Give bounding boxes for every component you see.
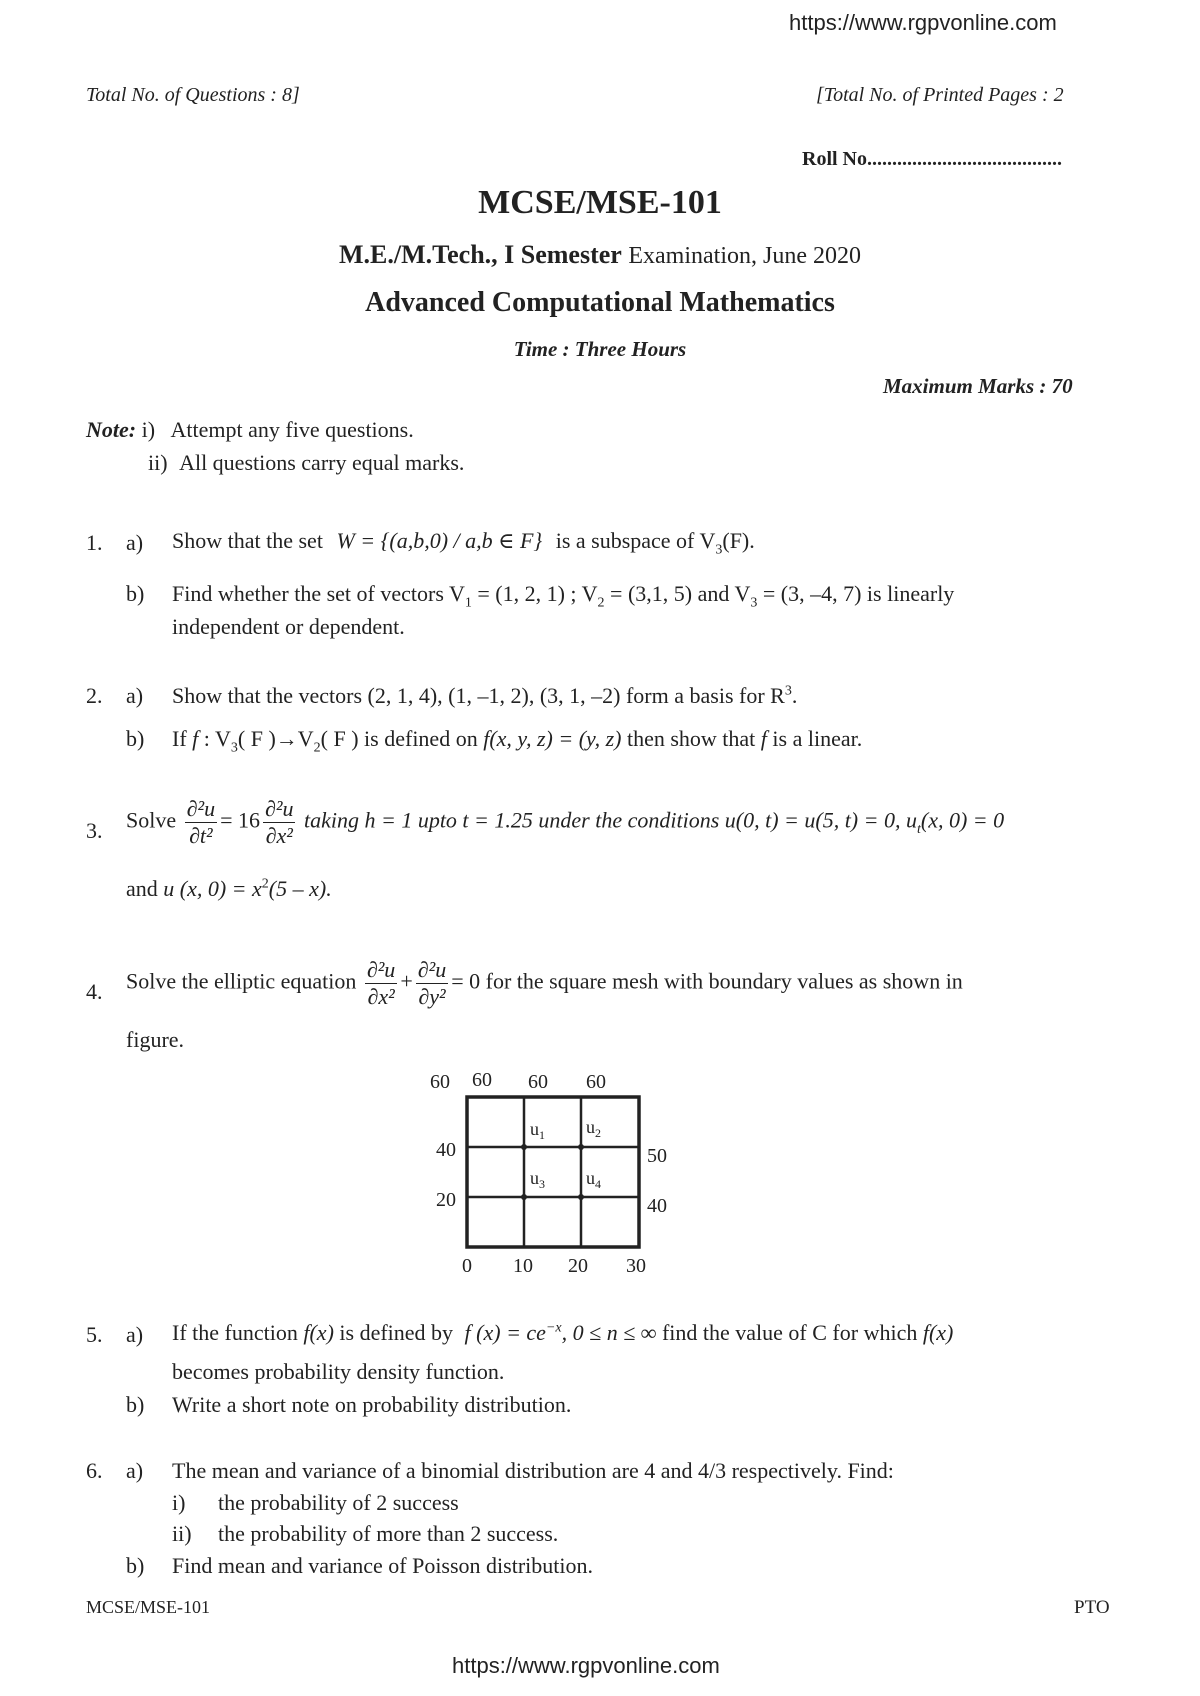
- q3-and: and: [126, 876, 164, 901]
- note-line-2: [148, 450, 464, 476]
- q5-a-pre: If the function: [172, 1320, 304, 1345]
- q3-conditions-sub: t: [916, 821, 921, 837]
- node-label-u4: $u_4$: [586, 1168, 601, 1191]
- q5-a-post: find the value of C for which: [656, 1320, 923, 1345]
- q4-post: for the square mesh with boundary values as shown in: [485, 968, 963, 994]
- node-label-u1: $u_1$: [530, 1119, 545, 1142]
- node-dot-u4: [578, 1194, 584, 1200]
- q6-number: 6.: [86, 1458, 103, 1483]
- q2-b-f: f: [192, 726, 199, 751]
- q5-a-fx: f(x): [303, 1320, 334, 1345]
- q2-b-sub-2: 2: [313, 740, 321, 756]
- q6-a-label: a): [126, 1458, 144, 1483]
- q5-number: 5.: [86, 1322, 103, 1347]
- q3-conditions-end: (x, 0) = 0: [920, 807, 1005, 833]
- q5-a-label: a): [126, 1322, 144, 1347]
- q2-b-mid1: : V: [198, 726, 231, 751]
- q5-a-sup: −x: [545, 1320, 562, 1336]
- q1-b-part-b: = (1, 2, 1) ; V: [471, 581, 598, 606]
- q4-fraction-1: [365, 957, 397, 1010]
- course-line: [0, 240, 1200, 270]
- source-url-top[interactable]: https://www.rgpvonline.com: [789, 10, 1057, 35]
- square-mesh-figure: [420, 1060, 680, 1280]
- q2-b-end: is a linear.: [766, 726, 863, 751]
- bottom-label: 10: [513, 1255, 533, 1277]
- q2-b-label: b): [126, 726, 145, 751]
- left-label: 20: [436, 1189, 456, 1211]
- q4-frac1-num: ∂²u: [366, 957, 396, 982]
- q4-equals: = 0: [451, 968, 481, 994]
- q1-number: 1.: [86, 530, 103, 555]
- q3-initial-sup: 2: [261, 876, 269, 892]
- q5-b-label: b): [126, 1392, 145, 1417]
- q1-a-sub: 3: [715, 542, 723, 558]
- bottom-label: 20: [568, 1255, 588, 1277]
- left-label: 40: [436, 1139, 456, 1161]
- note-item-2: All questions carry equal marks.: [179, 450, 465, 475]
- q3-initial: u (x, 0) = x: [163, 876, 262, 901]
- bottom-label: 30: [626, 1255, 646, 1277]
- q1-b-sub-2: 2: [597, 595, 605, 611]
- q2-number: 2.: [86, 683, 103, 708]
- note-line-1: [86, 417, 414, 443]
- q2-b-mid3: ( F ) is defined on: [320, 726, 484, 751]
- q3-conditions: taking h = 1 upto t = 1.25 under the conditions u(0, t) = u(5, t) = 0, u: [303, 807, 917, 833]
- q6-b-text: Find mean and variance of Poisson distribution.: [172, 1553, 593, 1578]
- q5-a-mid: is defined by: [333, 1320, 459, 1345]
- top-label: 60: [430, 1071, 450, 1093]
- q5-b-text: Write a short note on probability distribution.: [172, 1392, 572, 1417]
- top-label: 60: [472, 1069, 492, 1091]
- node-dot-u3: [521, 1194, 527, 1200]
- q1-a-post: is a subspace of V: [555, 528, 716, 553]
- q1-b-line-2: independent or dependent.: [172, 614, 405, 639]
- top-label: 60: [586, 1071, 606, 1093]
- q5-a-line-1: [172, 1320, 953, 1346]
- q2-b-fx: f(x, y, z) = (y, z): [483, 726, 622, 751]
- q2-a-sup: 3: [784, 683, 792, 699]
- q1-b-sub-3: 3: [750, 595, 758, 611]
- q4-frac2-num: ∂²u: [417, 957, 447, 982]
- q4-frac1-den: ∂x²: [367, 984, 395, 1009]
- q3-frac2-den: ∂x²: [265, 823, 293, 848]
- q2-a-body: Show that the vectors (2, 1, 4), (1, –1, 2), (3, 1, –2) form a basis for R: [172, 683, 785, 708]
- q1-b-label: b): [126, 581, 145, 606]
- note-item-1: Attempt any five questions.: [170, 417, 414, 442]
- course-name: M.E./M.Tech., I Semester: [339, 240, 622, 269]
- total-questions: Total No. of Questions : 8]: [86, 84, 300, 106]
- q1-a-label: a): [126, 530, 144, 555]
- q1-b-line-1: [172, 581, 954, 611]
- q1-a-text: [172, 528, 755, 558]
- q2-a-end: .: [791, 683, 798, 708]
- q6-b-label: b): [126, 1553, 145, 1578]
- note-item-1-marker: i): [141, 417, 156, 442]
- note-item-2-marker: ii): [148, 450, 168, 475]
- footer-paper-code: MCSE/MSE-101: [86, 1597, 211, 1617]
- q2-b-pre: If: [172, 726, 193, 751]
- footer-pto: PTO: [1074, 1597, 1110, 1618]
- q5-a-range: , 0 ≤ n ≤ ∞: [561, 1320, 657, 1345]
- q3-equals: = 16: [220, 807, 261, 833]
- q2-b-mid2: ( F )→V: [237, 726, 314, 751]
- node-labels: [530, 1117, 601, 1191]
- right-label: 40: [647, 1195, 667, 1217]
- q1-a-set: W = {(a,b,0) / a,b ∈ F}: [336, 528, 543, 553]
- q1-b-sub-1: 1: [464, 595, 472, 611]
- q1-b-part-d: = (3, –4, 7) is linearly: [757, 581, 955, 606]
- q2-a-text: [172, 683, 797, 709]
- roll-number-field: Roll No.......................................: [802, 148, 1062, 170]
- q2-b-text: [172, 726, 862, 756]
- q1-b-part-a: Find whether the set of vectors V: [172, 581, 465, 606]
- q1-a-end: (F).: [722, 528, 755, 553]
- q3-line-1: [126, 796, 1004, 849]
- q1-b-part-c: = (3,1, 5) and V: [604, 581, 751, 606]
- q6-a-i-text: the probability of 2 success: [218, 1490, 459, 1515]
- q6-a-ii-text: the probability of more than 2 success.: [218, 1521, 559, 1546]
- q1-a-pre: Show that the set: [172, 528, 323, 553]
- q5-a-line-2: becomes probability density function.: [172, 1359, 505, 1384]
- node-dot-u1: [521, 1144, 527, 1150]
- paper-code: MCSE/MSE-101: [478, 184, 722, 221]
- exam-session: Examination, June 2020: [628, 243, 861, 269]
- node-label-u3: $u_3$: [530, 1168, 545, 1191]
- bottom-label: 0: [462, 1255, 472, 1277]
- mesh-outer-border: [467, 1097, 639, 1247]
- q3-fraction-2: [263, 796, 295, 849]
- q3-frac2-num: ∂²u: [265, 796, 294, 821]
- total-pages: [Total No. of Printed Pages : 2: [816, 84, 1064, 106]
- q5-a-fx2: f(x): [922, 1320, 954, 1345]
- mesh-grid: [467, 1097, 639, 1247]
- source-url-bottom[interactable]: https://www.rgpvonline.com: [452, 1653, 720, 1678]
- q4-number: 4.: [86, 979, 103, 1004]
- maximum-marks: Maximum Marks : 70: [883, 374, 1073, 398]
- q6-a-text: The mean and variance of a binomial distribution are 4 and 4/3 respectively. Find:: [172, 1458, 894, 1483]
- q3-line-2: [126, 876, 332, 902]
- subject-title: Advanced Computational Mathematics: [365, 287, 835, 318]
- q2-a-label: a): [126, 683, 144, 708]
- q3-initial-end: (5 – x).: [268, 876, 332, 901]
- q4-pre: Solve the elliptic equation: [126, 968, 357, 994]
- note-label: Note:: [86, 417, 137, 442]
- q2-b-f2: f: [760, 726, 767, 751]
- q6-a-ii-label: ii): [172, 1521, 192, 1546]
- q2-b-mid4: then show that: [621, 726, 761, 751]
- q3-number: 3.: [86, 818, 103, 843]
- q5-a-formula: f (x) = ce: [464, 1320, 546, 1345]
- q2-b-sub-1: 3: [230, 740, 238, 756]
- right-label: 50: [647, 1145, 667, 1167]
- q3-frac1-den: ∂t²: [189, 823, 213, 848]
- node-label-u2: $u_2$: [586, 1117, 601, 1140]
- node-dot-u2: [578, 1144, 584, 1150]
- q6-a-i-label: i): [172, 1490, 186, 1515]
- q4-plus: +: [400, 968, 413, 994]
- top-label: 60: [528, 1071, 548, 1093]
- q4-line-2: figure.: [126, 1027, 185, 1052]
- q4-line-1: [126, 957, 963, 1010]
- q4-frac2-den: ∂y²: [418, 984, 446, 1009]
- q3-fraction-1: [185, 796, 217, 849]
- q3-frac1-num: ∂²u: [186, 796, 216, 821]
- q3-solve-label: Solve: [126, 807, 177, 833]
- q4-fraction-2: [416, 957, 448, 1010]
- exam-duration: Time : Three Hours: [513, 337, 687, 361]
